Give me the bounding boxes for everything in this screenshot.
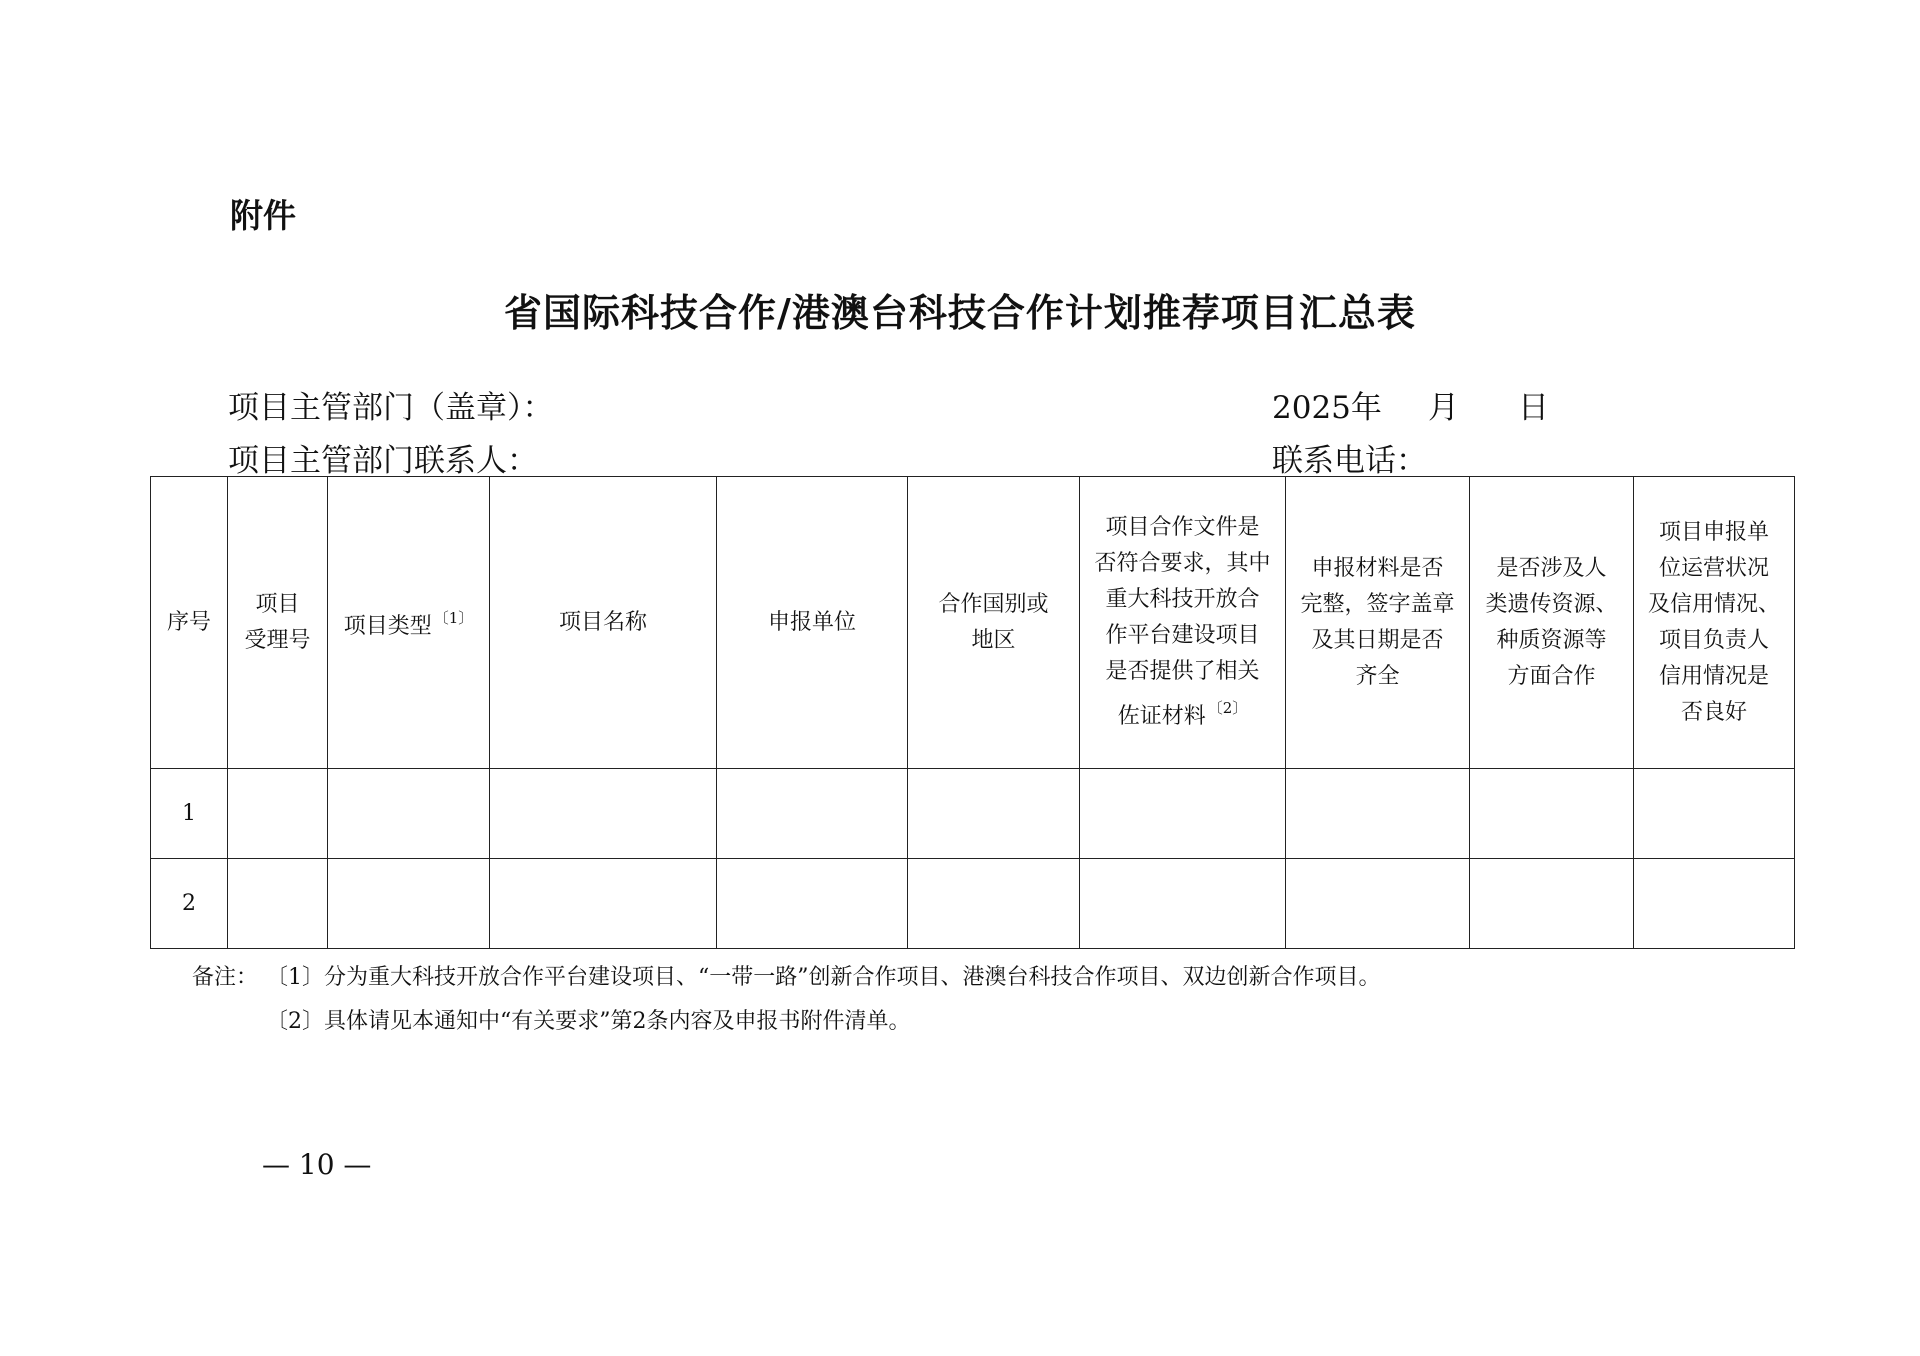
table-cell <box>228 769 328 859</box>
table-cell <box>908 769 1080 859</box>
contact-label: 项目主管部门联系人： <box>228 443 538 479</box>
row-number: 2 <box>151 859 228 949</box>
note-1: 〔1〕分为重大科技开放合作平台建设项目、“一带一路”创新合作项目、港澳台科技合作项目、双边创新合作项目。 <box>266 965 1381 990</box>
table-body <box>151 769 1795 949</box>
column-header <box>717 477 908 769</box>
table-cell <box>1286 769 1470 859</box>
column-header-label: 项目 受理号 <box>244 591 311 653</box>
column-header-label: 合作国别或 地区 <box>938 591 1049 653</box>
table-cell <box>1470 859 1634 949</box>
table-cell <box>490 769 717 859</box>
footnote-marker: 〔1〕 <box>433 609 474 627</box>
table-cell <box>328 769 490 859</box>
column-header-label: 项目申报单 位运营状况 及信用情况、 项目负责人 信用情况是 否良好 <box>1647 519 1780 725</box>
table-cell <box>228 859 328 949</box>
column-header <box>1286 477 1470 769</box>
table-row <box>151 859 1795 949</box>
column-header <box>1080 477 1286 769</box>
date-day: 日 <box>1518 390 1549 426</box>
table-cell <box>1080 769 1286 859</box>
column-header <box>1634 477 1795 769</box>
table-cell <box>1634 769 1795 859</box>
column-header <box>490 477 717 769</box>
notes-prefix: 备注： <box>192 965 259 990</box>
footnote-marker: 〔2〕 <box>1207 699 1248 717</box>
phone-label: 联系电话： <box>1272 443 1427 479</box>
summary-table <box>150 476 1795 949</box>
page-number: — 10 — <box>262 1148 372 1181</box>
column-header-label: 项目名称 <box>558 609 647 635</box>
table-cell <box>328 859 490 949</box>
table-cell <box>717 769 908 859</box>
column-header-label: 是否涉及人 类遗传资源、 种质资源等 方面合作 <box>1485 555 1618 689</box>
table-cell <box>490 859 717 949</box>
note-2: 〔2〕具体请见本通知中“有关要求”第2条内容及申报书附件清单。 <box>266 1009 911 1034</box>
row-number: 1 <box>151 769 228 859</box>
page-title: 省国际科技合作/港澳台科技合作计划推荐项目汇总表 <box>504 290 1416 335</box>
column-header-label: 序号 <box>166 609 211 635</box>
column-header <box>1470 477 1634 769</box>
table-row <box>151 769 1795 859</box>
table-cell <box>1470 769 1634 859</box>
date-year: 2025年 <box>1272 390 1382 426</box>
table-cell <box>717 859 908 949</box>
table-cell <box>1080 859 1286 949</box>
table-cell <box>908 859 1080 949</box>
table-cell <box>1286 859 1470 949</box>
column-header-label: 申报单位 <box>767 609 856 635</box>
column-header <box>228 477 328 769</box>
column-header <box>151 477 228 769</box>
column-header-label: 项目合作文件是 否符合要求，其中 重大科技开放合 作平台建设项目 是否提供了相关 佐证材料 <box>1094 515 1271 729</box>
column-header-label: 项目类型 <box>343 614 432 639</box>
date-month: 月 <box>1428 390 1459 426</box>
dept-label: 项目主管部门（盖章）： <box>228 390 554 426</box>
column-header <box>908 477 1080 769</box>
attachment-label: 附件 <box>230 196 296 235</box>
table-cell <box>1634 859 1795 949</box>
column-header-label: 申报材料是否 完整，签字盖章 及其日期是否 齐全 <box>1300 555 1455 689</box>
column-header <box>328 477 490 769</box>
table-header-row <box>151 477 1795 769</box>
